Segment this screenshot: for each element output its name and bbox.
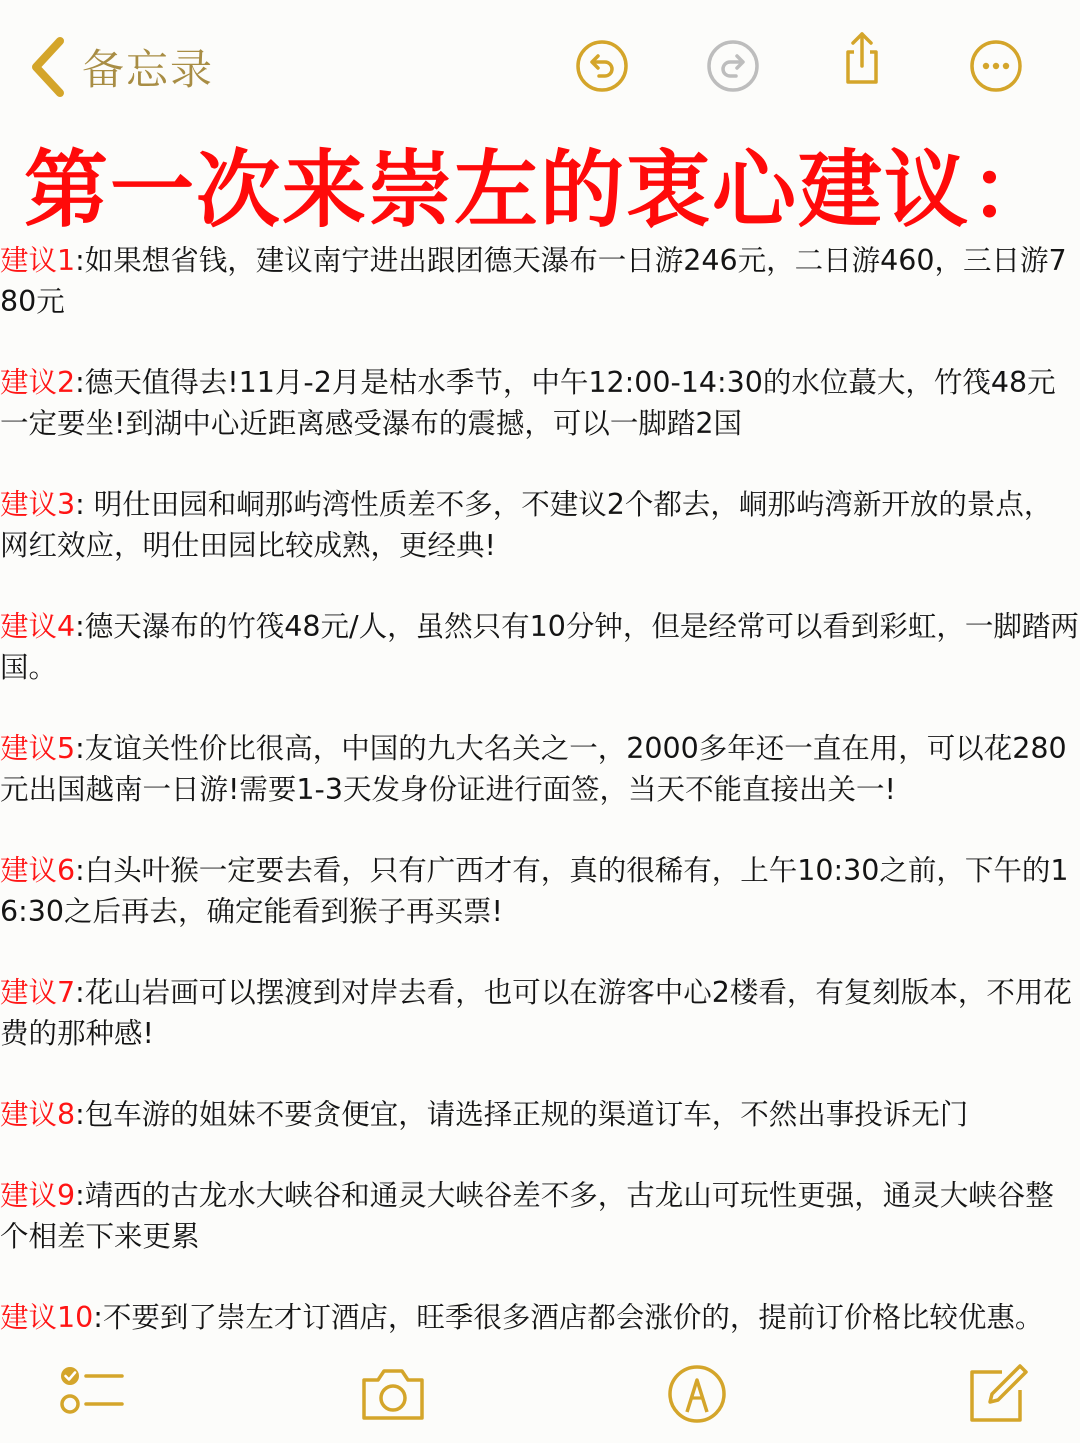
tip-item	[0, 606, 1080, 688]
tip-text: :白头叶猴一定要去看，只有广西才有，真的很稀有，上午10:30之前，下午的16:30之后再去，确定能看到猴子再买票!	[0, 854, 1069, 928]
chevron-left-icon	[28, 35, 68, 99]
top-toolbar	[0, 0, 1080, 130]
camera-button[interactable]	[358, 1358, 428, 1428]
tip-text: :德天瀑布的竹筏48元/人，虽然只有10分钟，但是经常可以看到彩虹，一脚踏两国。	[0, 610, 1079, 684]
tip-text: :如果想省钱，建议南宁进出跟团德天瀑布一日游246元，二日游460，三日游780元	[0, 244, 1067, 318]
tip-item	[0, 728, 1080, 810]
tip-item	[0, 850, 1080, 932]
tip-label: 建议2	[0, 366, 76, 399]
tip-text: :不要到了崇左才订酒店，旺季很多酒店都会涨价的，提前订价格比较优惠。	[93, 1301, 1044, 1334]
checklist-icon	[56, 1358, 126, 1428]
compose-icon	[964, 1358, 1034, 1428]
tip-label: 建议5	[0, 732, 76, 765]
compose-button[interactable]	[964, 1358, 1034, 1428]
tip-label: 建议8	[0, 1098, 76, 1131]
tip-label: 建议1	[0, 244, 76, 277]
undo-icon	[574, 38, 630, 94]
tip-text: :德天值得去!11月-2月是枯水季节，中午12:00-14:30的水位蕞大，竹筏48元一定要坐!到湖中心近距离感受瀑布的震撼，可以一脚踏2国	[0, 366, 1056, 440]
share-button[interactable]	[834, 30, 890, 86]
tip-item	[0, 362, 1080, 444]
tip-text: :包车游的姐妹不要贪便宜，请选择正规的渠道订车，不然出事投诉无门	[75, 1098, 969, 1131]
tip-text: : 明仕田园和峒那屿湾性质差不多，不建议2个都去，峒那屿湾新开放的景点，网红效应，明仕田园比较成熟，更经典!	[0, 488, 1053, 562]
tip-label: 建议7	[0, 976, 76, 1009]
back-button[interactable]	[28, 32, 214, 102]
undo-button[interactable]	[574, 38, 630, 94]
tip-text: :友谊关性价比很高，中国的九大名关之一，2000多年还一直在用，可以花280元出国越南一日游!需要1-3天发身份证进行面签，当天不能直接出关一!	[0, 732, 1067, 806]
tip-item	[0, 1175, 1080, 1257]
tip-label: 建议9	[0, 1179, 76, 1212]
tip-text: :靖西的古龙水大峡谷和通灵大峡谷差不多，古龙山可玩性更强，通灵大峡谷整个相差下来更累	[0, 1179, 1054, 1253]
camera-icon	[358, 1358, 428, 1428]
redo-button[interactable]	[705, 38, 761, 94]
tip-item	[0, 972, 1080, 1054]
tip-label: 建议4	[0, 610, 76, 643]
tip-label: 建议3	[0, 488, 76, 521]
tip-item	[0, 240, 1080, 322]
note-title: 第一次来崇左的衷心建议：	[23, 141, 1056, 239]
tip-label: 建议10	[0, 1301, 94, 1334]
tip-text: :花山岩画可以摆渡到对岸去看，也可以在游客中心2楼看，有复刻版本，不用花费的那种感!	[0, 976, 1072, 1050]
bottom-toolbar	[0, 1350, 1080, 1443]
tip-label: 建议6	[0, 854, 76, 887]
tip-item	[0, 484, 1080, 566]
tip-item	[0, 1094, 1080, 1135]
markup-icon	[662, 1358, 732, 1428]
share-icon	[834, 30, 890, 86]
note-body[interactable]	[0, 240, 1080, 1378]
redo-icon	[705, 38, 761, 94]
markup-button[interactable]	[662, 1358, 732, 1428]
back-label: 备忘录	[82, 45, 215, 94]
tip-item	[0, 1297, 1080, 1338]
more-button[interactable]	[968, 38, 1024, 94]
checklist-button[interactable]	[56, 1358, 126, 1428]
more-icon	[968, 38, 1024, 94]
